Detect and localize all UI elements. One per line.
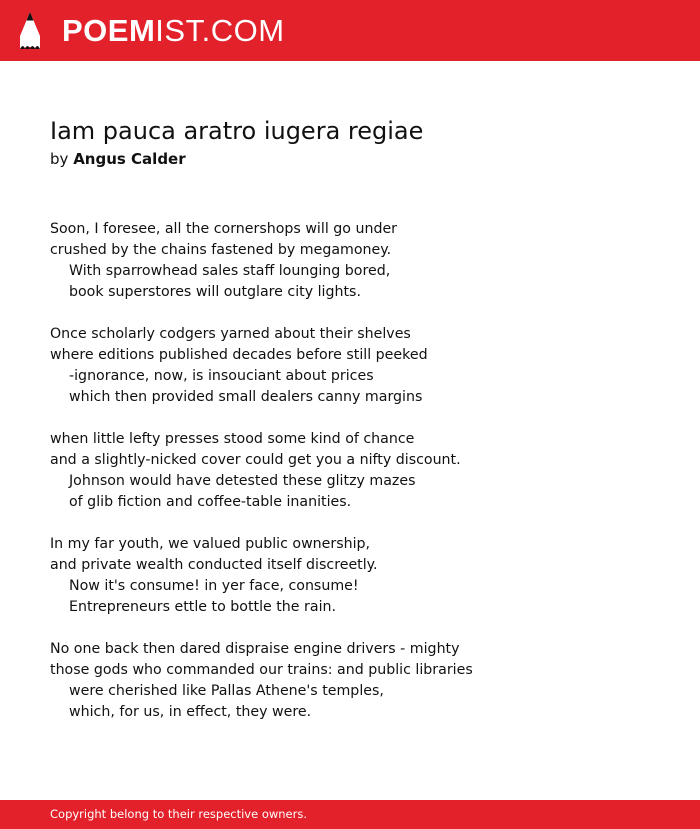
poem-line: In my far youth, we valued public ownership, (50, 536, 371, 552)
poem-author: Angus Calder (73, 150, 186, 168)
poem-line: crushed by the chains fastened by megamoney. (50, 242, 392, 258)
poem-line: where editions published decades before still peeked (50, 347, 428, 363)
poem-byline (50, 148, 186, 170)
poem-line: book superstores will outglare city lights. (69, 284, 361, 300)
site-header (0, 0, 700, 61)
site-footer (0, 800, 700, 829)
stanza (50, 639, 670, 723)
pencil-tip-icon[interactable] (18, 10, 42, 51)
site-logo-text[interactable] (62, 13, 285, 49)
poem-line: which then provided small dealers canny margins (69, 389, 423, 405)
poem-line: of glib fiction and coffee-table inanities. (69, 494, 352, 510)
poem-line: Once scholarly codgers yarned about their shelves (50, 326, 411, 342)
poem-line: and private wealth conducted itself discreetly. (50, 557, 378, 573)
poem-line: -ignorance, now, is insouciant about prices (69, 368, 374, 384)
by-label: by (50, 150, 69, 168)
copyright-notice: Copyright belong to their respective owners. (50, 807, 308, 821)
poem-line: Soon, I foresee, all the cornershops will go under (50, 221, 398, 237)
brand-light: IST.COM (155, 13, 285, 48)
poem-line: those gods who commanded our trains: and public libraries (50, 662, 473, 678)
poem-line: and a slightly-nicked cover could get you a nifty discount. (50, 452, 461, 468)
poem-line: Johnson would have detested these glitzy mazes (69, 473, 416, 489)
poem-line: With sparrowhead sales staff lounging bored, (69, 263, 391, 279)
stanza (50, 219, 670, 303)
poem-line: Now it's consume! in yer face, consume! (69, 578, 359, 594)
stanza (50, 324, 670, 408)
stanza (50, 429, 670, 513)
poem-line: No one back then dared dispraise engine drivers - mighty (50, 641, 460, 657)
poem-title: Iam pauca aratro iugera regiae (50, 117, 424, 145)
poem-body (50, 219, 670, 744)
poem-line: when little lefty presses stood some kind of chance (50, 431, 415, 447)
poem-line: were cherished like Pallas Athene's temples, (69, 683, 384, 699)
poem-line: which, for us, in effect, they were. (69, 704, 312, 720)
poem-line: Entrepreneurs ettle to bottle the rain. (69, 599, 337, 615)
stanza (50, 534, 670, 618)
brand-bold: POEM (62, 13, 156, 48)
